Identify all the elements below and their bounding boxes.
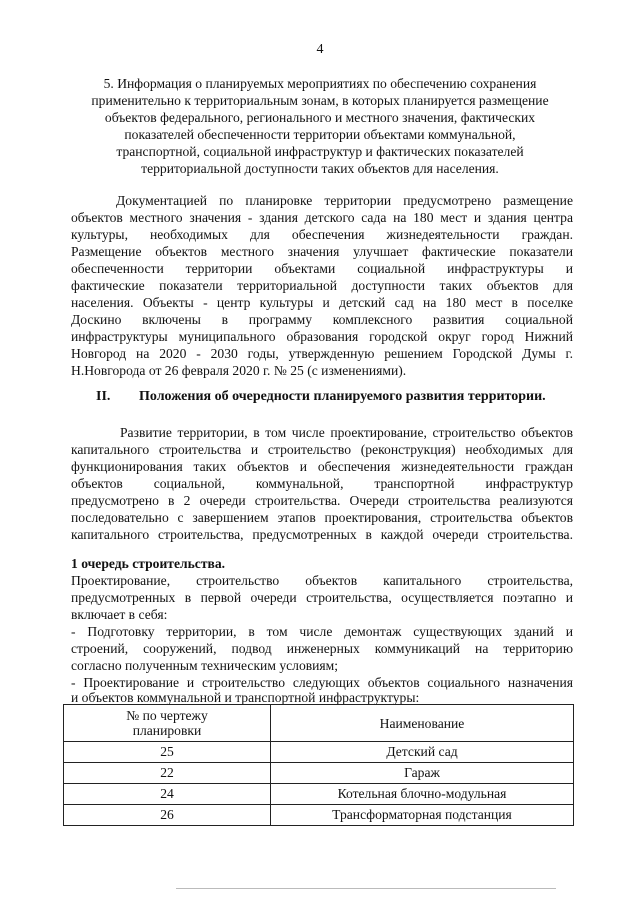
stage1-line: предусмотренных в первой очереди строительства, осуществляется поэтапно и [71,590,573,605]
header-number [64,705,271,742]
stage1-title: 1 очередь строительства. [71,556,226,571]
paragraph2-line: предусмотрено в 2 очереди строительства. Очереди строительства реализуются [71,493,573,508]
section5-title-line: показателей обеспеченности территории объектами коммунальной, [124,127,516,142]
cell-name: Котельная блочно-модульная [271,784,574,805]
paragraph1-line: Н.Новгорода от 26 февраля 2020 г. № 25 (с изменениями). [71,363,407,378]
paragraph1-line: Доскино включены в программу комплексного развития социальной [71,312,573,327]
stage1-line: включает в себя: [71,607,168,622]
paragraph1-line: фактические показатели территориальной доступности таких объектов для [71,278,573,293]
stage1-line: и объектов коммунальной и транспортной инфраструктуры: [71,690,420,705]
paragraph2-line: объектов социальной, коммунальной, транспортной инфраструктур [71,476,573,491]
section2-title: Положения об очередности планируемого развития территории. [139,389,546,404]
paragraph1-line: Размещение объектов местного значения улучшает фактические показатели [71,244,573,259]
cell-name: Гараж [271,763,574,784]
stage1-line: согласно полученным техническим условиям; [71,658,339,673]
paragraph2-line: капитального строительства и строительство (реконструкция) необходимых для [71,442,573,457]
section5-title-line: 5. Информация о планируемых мероприятиях по обеспечению сохранения [103,76,537,91]
paragraph1-line: Документацией по планировке территории предусмотрено размещение [116,193,573,208]
paragraph2-line: Развитие территории, в том числе проектирование, строительство объектов [120,425,573,440]
paragraph2-line: последовательно с завершением этапов проектирования, строительства объектов [71,510,573,525]
section5-title-line: применительно к территориальным зонам, в которых планируется размещение [91,93,549,108]
header-name: Наименование [271,705,574,742]
header-number-line1: № по чертежу [126,708,208,723]
table-header-row [64,705,574,742]
stage1-line: Проектирование, строительство объектов капитального строительства, [71,573,573,588]
cell-name: Трансформаторная подстанция [271,805,574,826]
paragraph1-line: культуры, необходимых для обеспечения жизнедеятельности граждан. [71,227,573,242]
cell-number: 25 [64,742,271,763]
scan-edge-line [176,888,556,889]
section5-title-line: транспортной, социальной инфраструктур и фактических показателей [116,144,524,159]
cell-number: 26 [64,805,271,826]
section2-number: II. [96,389,111,404]
table-row [64,784,574,805]
paragraph1-line: Новгород на 2020 - 2030 годы, утвержденную решением Городской Думы г. [71,346,573,361]
cell-number: 24 [64,784,271,805]
table-row [64,805,574,826]
section5-title-line: территориальной доступности таких объектов для населения. [141,161,499,176]
section2-heading [96,389,546,405]
paragraph1-line: обеспеченности территории объектами социальной инфраструктуры и [71,261,573,276]
stage1-line: - Подготовку территории, в том числе демонтаж существующих зданий и [71,624,573,639]
paragraph2-line: функционирования таких объектов и обеспечения жизнедеятельности граждан [71,459,573,474]
objects-table [63,704,574,826]
cell-name: Детский сад [271,742,574,763]
paragraph1-line: инфраструктуры муниципального образования городской округ город Нижний [71,329,573,344]
paragraph1-line: объектов местного значения - здания детского сада на 180 мест и здания центра [71,210,573,225]
cell-number: 22 [64,763,271,784]
paragraph1-line: населения. Объекты - центр культуры и детский сад на 180 мест в поселке [71,295,573,310]
section5-title-line: объектов федерального, регионального и местного значения, фактических [104,110,536,125]
stage1-line: строений, сооружений, подвод инженерных коммуникаций на территорию [71,641,573,656]
table-row [64,742,574,763]
page-number: 4 [316,42,324,57]
stage1-line: - Проектирование и строительство следующих объектов социального назначения [71,675,573,690]
header-number-line2: планировки [132,723,202,738]
table-row [64,763,574,784]
paragraph2-line: капитального строительства, предусмотренных в каждой очереди строительства. [71,527,573,542]
